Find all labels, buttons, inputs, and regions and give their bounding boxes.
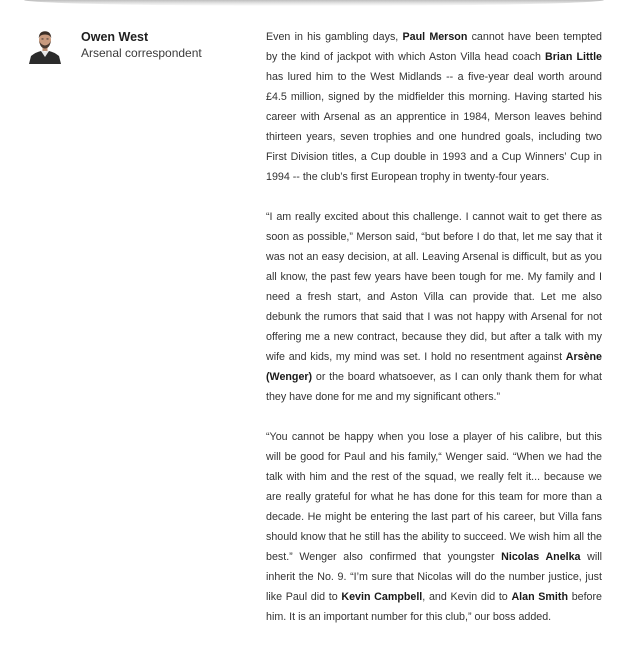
author-role: Arsenal correspondent (81, 46, 202, 60)
article-body (266, 27, 602, 647)
paragraph-text: cannot have been tempted by the kind of jackpot with which Aston Villa head coach (266, 31, 602, 63)
author-name: Owen West (81, 30, 149, 44)
author-byline (28, 28, 248, 68)
article-paragraph (266, 427, 602, 627)
paragraph-text: or the board whatsoever, as I can only thank them for what they have done for me and my significant others.” (266, 371, 602, 403)
person-name: Nicolas Anelka (501, 551, 581, 563)
author-portrait-icon (28, 28, 62, 64)
paragraph-text: “I am really excited about this challenge. I cannot wait to get there as soon as possible,” Merson said, “but before I do that, let me say that it was not an easy decision, at all. Leaving Arsenal is difficult, but as you all know, the past few years have been tough for me. My family and I need a fresh start, and Aston Villa can provide that. Let me also debunk the rumors that said that I was not happy with Arsenal for not offering me a new contract, because they did, but after a talk with my wife and kids, my mind was set. I hold no resentment against (266, 211, 602, 363)
person-name: Brian Little (545, 51, 602, 63)
paragraph-text: “You cannot be happy when you lose a player of his calibre, but this will be good for Paul and his family,“ Wenger said. “When we had the talk with him and the rest of the squad, we really felt it... because we are really grateful for what he has done for this team for more than a decade. He might be entering the last part of his career, but Villa fans should know that he still has the ability to succeed. We wish him all the best.” Wenger also confirmed that youngster (266, 431, 602, 563)
paragraph-text: has lured him to the West Midlands -- a five-year deal worth around £4.5 million, signed by the midfielder this morning. Having started his career with Arsenal as an apprentice in 1984, Merson leaves behind thirteen years, seven trophies and one hundred goals, including two First Division titles, a Cup double in 1993 and a Cup Winners’ Cup in 1994 -- the club’s first European trophy in twenty-four years. (266, 71, 602, 183)
header-shadow-divider (24, 0, 604, 6)
paragraph-text: will inherit the No. 9. “I’m sure that Nicolas will do the number justice, just like Paul did to (266, 551, 602, 603)
paragraph-text: before him. It is an important number for this club,” our boss added. (266, 591, 602, 623)
person-name: Alan Smith (511, 591, 568, 603)
article-paragraph (266, 207, 602, 407)
article-paragraph (266, 27, 602, 187)
person-name: Arsène (Wenger) (266, 351, 602, 383)
author-avatar (28, 28, 62, 64)
paragraph-text: Even in his gambling days, (266, 31, 403, 43)
person-name: Kevin Campbell (341, 591, 423, 603)
person-name: Paul Merson (402, 31, 468, 43)
paragraph-text: , and Kevin did to (422, 591, 512, 603)
